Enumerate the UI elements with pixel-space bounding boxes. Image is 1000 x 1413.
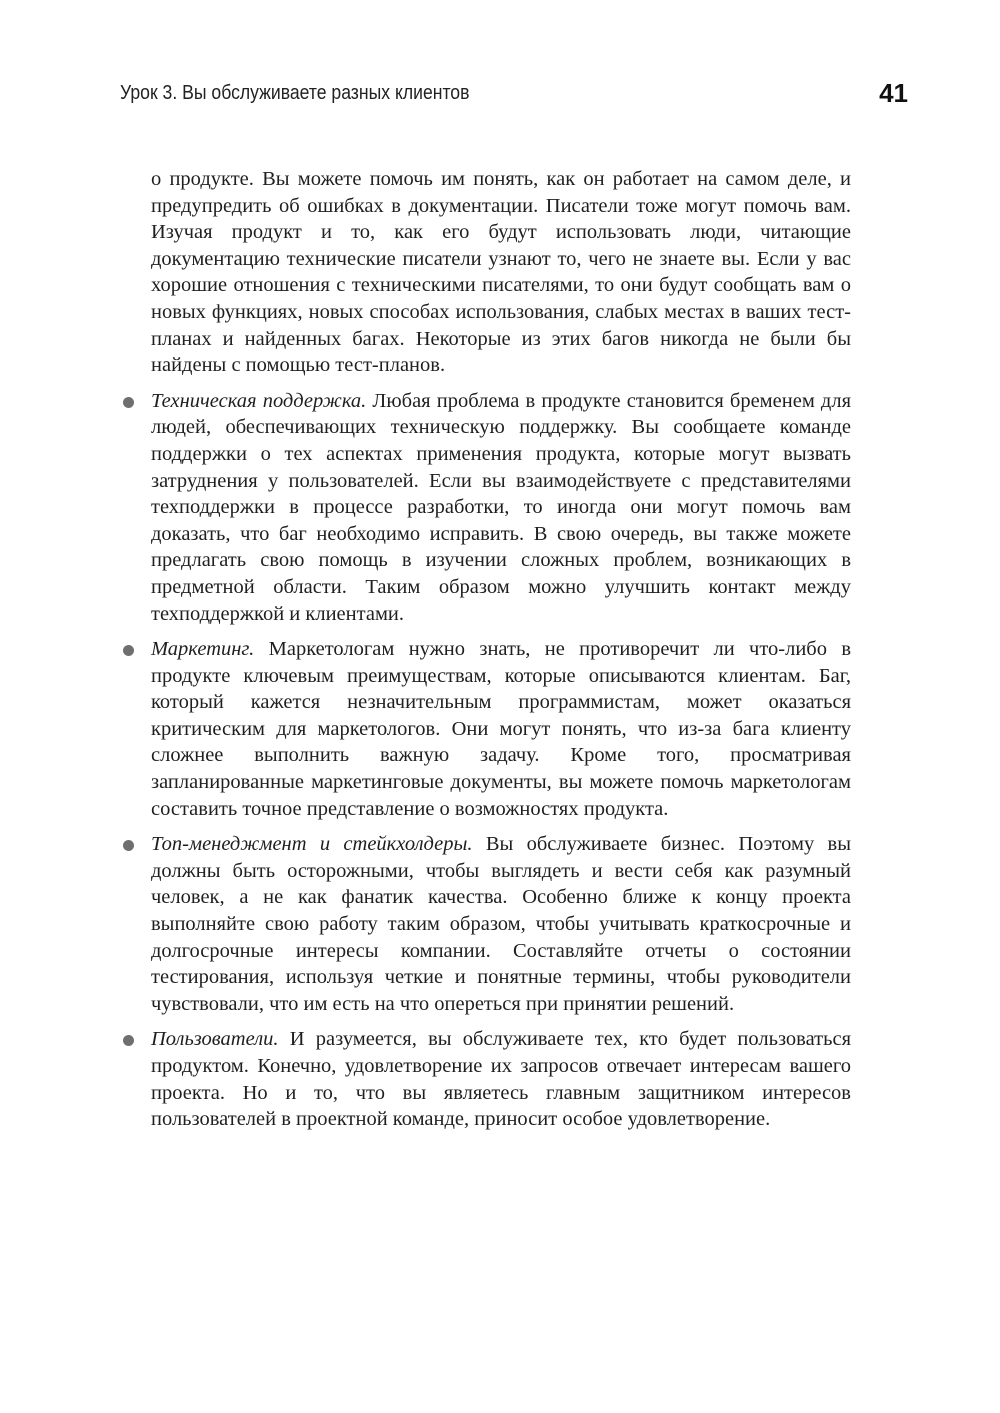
bullet-paragraph <box>151 636 851 822</box>
bullet-term: Техническая поддержка. <box>151 389 367 412</box>
bullet-paragraph <box>151 831 851 1017</box>
bullet-term: Пользователи. <box>151 1028 279 1051</box>
bullet-item-users <box>151 1026 851 1132</box>
bullet-text: И разумеется, вы обслуживаете тех, кто будет пользоваться продуктом. Конечно, удовлетворение их запросов отвечает интересам вашего проекта. Но и то, что вы являетесь главным защитником интересов пользователей в проектной команде, приносит особое удовлетворение. <box>151 1028 851 1131</box>
bullet-dot-icon <box>123 840 134 851</box>
bullet-text: Маркетологам нужно знать, не противоречит ли что-либо в продукте ключевым преимуществам, которые описываются клиентам. Баг, который кажется незначительным программистам, может оказаться критическим для маркетологов. Они могут понять, что из-за бага клиенту сложнее выполнить важную задачу. Кроме того, просматривая запланированные маркетинговые документы, вы можете помочь маркетологам составить точное представление о возможностях продукта. <box>151 638 851 820</box>
bullet-paragraph <box>151 1026 851 1132</box>
bullet-term: Топ-менеджмент и стейкхолдеры. <box>151 833 473 856</box>
bullet-item-marketing <box>151 636 851 822</box>
intro-paragraph: о продукте. Вы можете помочь им понять, как он работает на самом деле, и предупредить об ошибках в документации. Писатели тоже могут помочь вам. Изучая продукт и то, как его будут использовать люди, читающие документацию технические писатели узнают то, чего не знаете вы. Если у вас хорошие отношения с техническими писателями, то они будут сообщать вам о новых функциях, новых способах использования, слабых местах в ваших тест-планах и найденных багах. Некоторые из этих багов никогда не были бы найдены с помощью тест-планов. <box>151 168 851 377</box>
bullet-item-management <box>151 831 851 1017</box>
bullet-paragraph <box>151 388 851 627</box>
bullet-text: Вы обслуживаете бизнес. Поэтому вы должны быть осторожными, чтобы выглядеть и вести себя как разумный человек, а не как фанатик качества. Особенно ближе к концу проекта выполняйте свою работу таким образом, чтобы учитывать краткосрочные и долгосрочные интересы компании. Составляйте отчеты о состоянии тестирования, используя четкие и понятные термины, чтобы руководители чувствовали, что им есть на что опереться при принятии решений. <box>151 833 851 1015</box>
bullet-dot-icon <box>123 645 134 656</box>
bullet-dot-icon <box>123 1035 134 1046</box>
running-header <box>120 78 910 112</box>
bullet-term: Маркетинг. <box>151 638 255 661</box>
body-text <box>151 166 851 1133</box>
chapter-title: Урок 3. Вы обслуживаете разных клиентов <box>120 82 470 104</box>
bullet-item-tech-support <box>151 388 851 627</box>
bullet-text: Любая проблема в продукте становится бременем для людей, обеспечивающих техническую поддержку. Вы сообщаете команде поддержки о тех аспектах применения продукта, которые могут вызвать затруднения у пользователей. Если вы взаимодействуете с представителями техподдержки в процессе разработки, то иногда они могут помочь вам доказать, что баг необходимо исправить. В свою очередь, вы также можете предлагать свою помощь в изучении сложных проблем, возникающих в предметной области. Таким образом можно улучшить контакт между техподдержкой и клиентами. <box>151 389 852 625</box>
bullet-dot-icon <box>123 397 134 408</box>
page-number: 41 <box>879 78 908 108</box>
